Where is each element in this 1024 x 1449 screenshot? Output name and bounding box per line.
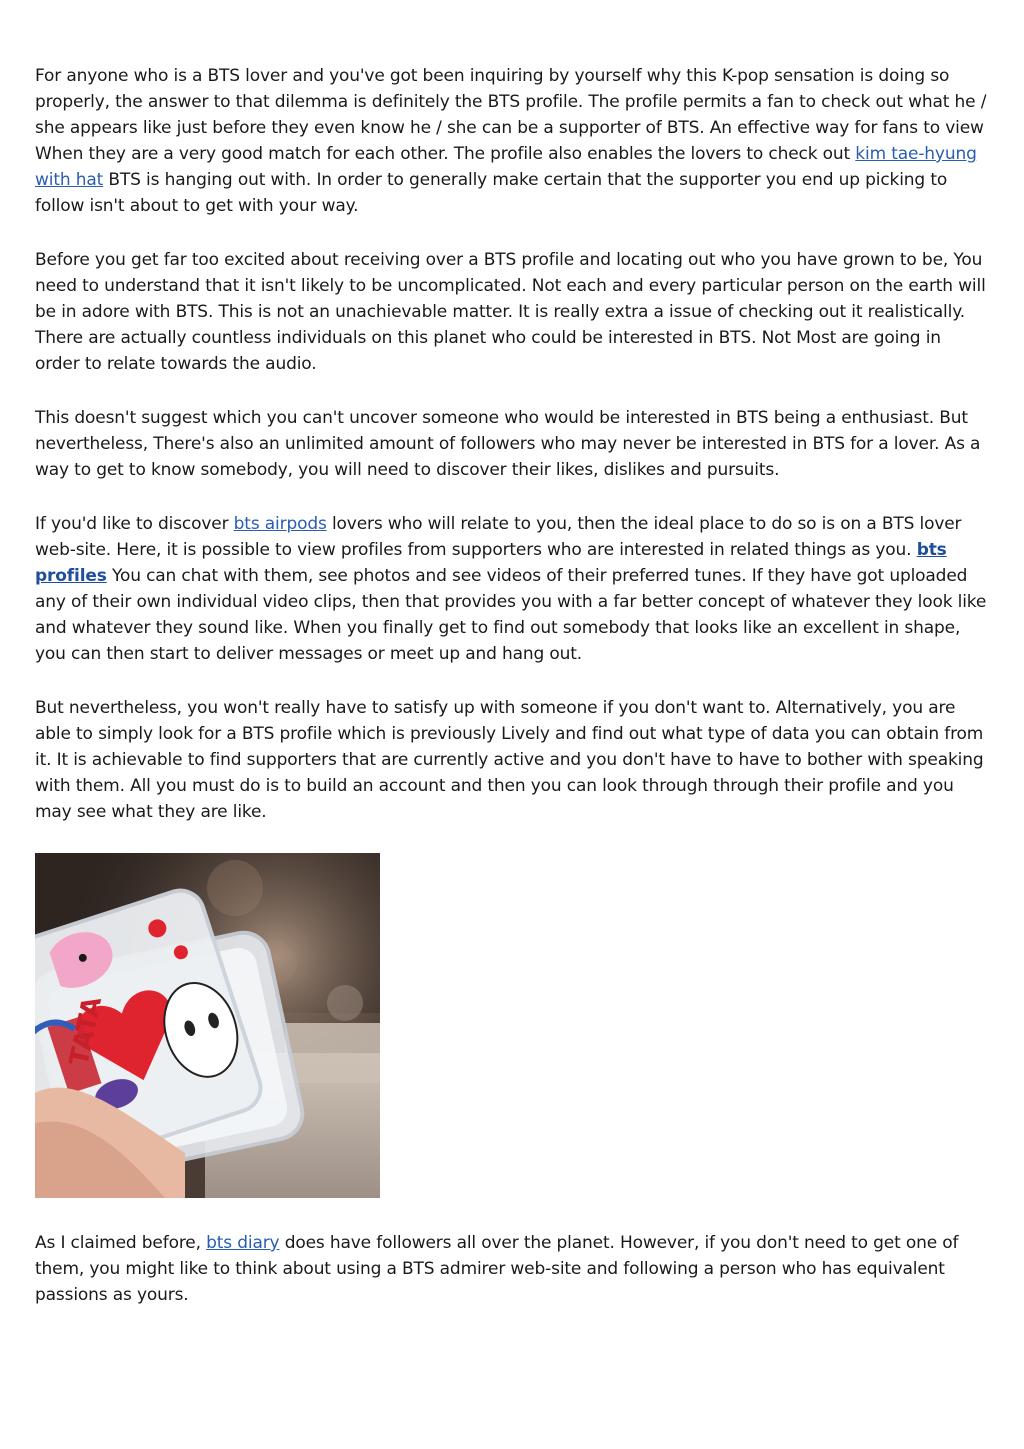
link-bts-profiles[interactable]: bts profiles [35, 540, 947, 586]
paragraph-1 [35, 63, 990, 219]
paragraph-4-text-b: lovers who will relate to you, then the ideal place to do so is on a BTS lover web-site. Here, it is possible to view profiles from supporters who are interested in related things as you. [35, 514, 962, 560]
link-kim-tae-hyung-with-hat[interactable]: kim tae-hyung with hat [35, 144, 977, 190]
paragraph-5 [35, 695, 990, 825]
paragraph-6-text-a: As I claimed before, [35, 1233, 207, 1253]
paragraph-3 [35, 405, 990, 483]
paragraph-6-text-b: does have followers all over the planet. However, if you don't need to get one of them, you might like to think about using a BTS admirer web-site and following a person who has equivalent passions as yours. [35, 1233, 959, 1305]
bt21-phone-case-photo [35, 853, 380, 1198]
paragraph-4 [35, 511, 990, 667]
paragraph-1-text-b: BTS is hanging out with. In order to generally make certain that the supporter you end up picking to follow isn't about to get with your way. [35, 170, 948, 216]
paragraph-2-text: Before you get far too excited about receiving over a BTS profile and locating out who you have grown to be, You need to understand that it isn't likely to be uncomplicated. Not each and every particular person on the earth will be in adore with BTS. This is not an unachievable matter. It is really extra a issue of checking out it realistically. There are actually countless individuals on this planet who could be interested in BTS. Not Most are going in order to relate towards the audio. [35, 250, 986, 374]
article-body [35, 63, 990, 1336]
paragraph-1-text-a: For anyone who is a BTS lover and you've got been inquiring by yourself why this K-pop sensation is doing so properly, the answer to that dilemma is definitely the BTS profile. The profile permits a fan to check out what he / she appears like just before they even know he / she can be a supporter of BTS. An effective way for fans to view When they are a very good match for each other. The profile also enables the lovers to check out [35, 66, 987, 164]
paragraph-4-text-a: If you'd like to discover [35, 514, 234, 534]
paragraph-4-text-c: You can chat with them, see photos and see videos of their preferred tunes. If they have got uploaded any of their own individual video clips, then that provides you with a far better concept of whatever they look like and whatever they sound like. When you finally get to find out somebody that looks like an excellent in shape, you can then start to deliver messages or meet up and hang out. [35, 566, 987, 664]
phone-case-illustration [35, 853, 380, 1198]
paragraph-3-text: This doesn't suggest which you can't uncover someone who would be interested in BTS being a enthusiast. But nevertheless, There's also an unlimited amount of followers who may never be interested in BTS for a lover. As a way to get to know somebody, you will need to discover their likes, dislikes and pursuits. [35, 408, 981, 480]
paragraph-6 [35, 1230, 990, 1308]
case-print-text: TATA [64, 994, 109, 1069]
paragraph-5-text: But nevertheless, you won't really have to satisfy up with someone if you don't want to. Alternatively, you are able to simply look for a BTS profile which is previously Lively and find out what type of data you can obtain from it. It is achievable to find supporters that are currently active and you don't have to have to bother with speaking with them. All you must do is to build an account and then you can look through through their profile and you may see what they are like. [35, 698, 984, 822]
paragraph-2 [35, 247, 990, 377]
link-bts-airpods[interactable]: bts airpods [233, 514, 327, 534]
link-bts-diary[interactable]: bts diary [206, 1233, 280, 1253]
